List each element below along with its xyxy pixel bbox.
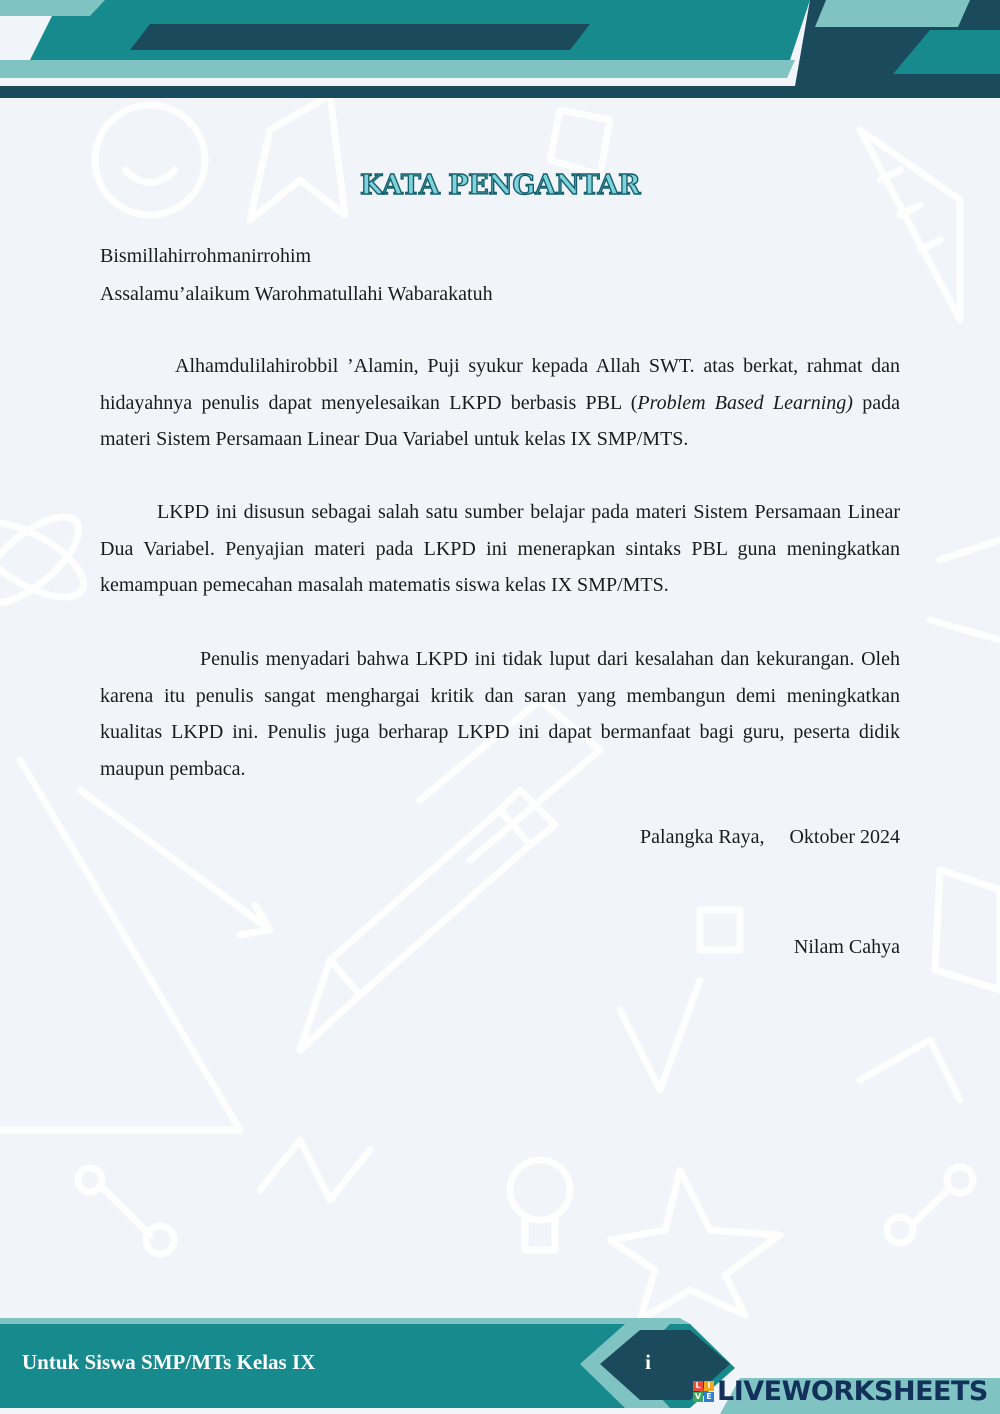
bulb-doodle (510, 1160, 570, 1220)
page-number: i (645, 1350, 651, 1374)
triangle-ruler-doodle (860, 130, 960, 320)
paragraph-1-text-b: pada materi Sistem Persamaan Linear Dua Variabel untuk kelas IX SMP/MTS. (100, 391, 900, 450)
liveworksheets-icon (693, 1381, 714, 1402)
page-title: KATA PENGANTAR (359, 170, 641, 201)
paragraph-1-text-a: Alhamdulilahirobbil ’Alamin, Puji syukur kepada Allah SWT. atas berkat, rahmat dan hidayahnya penulis dapat menyelesaikan LKPD berbasis PBL ( (100, 355, 900, 414)
paragraph-1-italic: Problem Based Learning) (637, 391, 853, 414)
greeting-basmalah: Bismillahirrohmanirrohim (100, 245, 312, 267)
author-name: Nilam Cahya (793, 936, 900, 958)
logo-letter-e: E (704, 1392, 714, 1402)
footer-label: Untuk Siswa SMP/MTs Kelas IX (22, 1350, 316, 1374)
paragraph-3: Penulis menyadari bahwa LKPD ini tidak luput dari kesalahan dan kekurangan. Oleh karena itu penulis sangat menghargai kritik dan saran yang membangun demi meningkatkan kualitas LKPD ini. Penulis juga berharap LKPD ini dapat bermanfaat bagi guru, peserta didik maupun pembaca. (100, 648, 900, 780)
liveworksheets-wordmark: LIVEWORKSHEETS (717, 1375, 988, 1407)
logo-letter-i: I (704, 1381, 714, 1391)
star-doodle (250, 95, 345, 220)
header-banner (0, 0, 1000, 100)
logo-letter-v: V (694, 1391, 702, 1401)
greeting-salam: Assalamu’alaikum Warohmatullahi Wabarakatuh (100, 283, 493, 305)
paragraph-1 (100, 348, 900, 458)
paragraph-2: LKPD ini disusun sebagai salah satu sumber belajar pada materi Sistem Persamaan Linear Dua Variabel. Penyajian materi pada LKPD ini menerapkan sintaks PBL guna meningkatkan kemampuan pemecahan masalah matematis siswa kelas IX SMP/MTS. (100, 501, 900, 596)
logo-letter-l: L (693, 1381, 703, 1391)
place-date: Palangka Raya, Oktober 2024 (640, 826, 900, 848)
liveworksheets-logo[interactable] (693, 1373, 988, 1409)
